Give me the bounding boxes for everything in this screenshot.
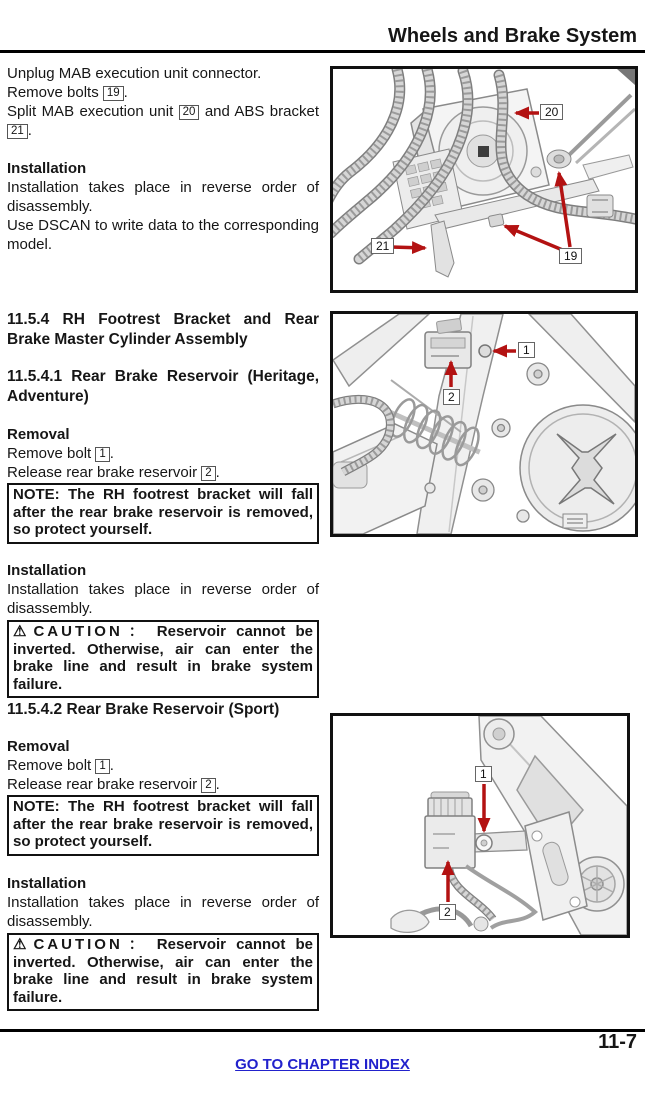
pump-center xyxy=(478,146,489,157)
callout-1: 1 xyxy=(475,766,492,782)
paragraph-mab-removal xyxy=(7,64,319,140)
page-title: Wheels and Brake System xyxy=(388,25,637,47)
removal-section-2 xyxy=(7,737,319,794)
callout-21: 21 xyxy=(371,238,394,254)
removal-line-1: Remove bolt xyxy=(7,445,96,462)
bolt-1-target xyxy=(479,345,491,357)
ref-box-20: 20 xyxy=(179,105,200,120)
removal-heading: Removal xyxy=(7,426,70,443)
reservoir-unit xyxy=(425,792,475,868)
removal-heading: Removal xyxy=(7,738,70,755)
footer-rule xyxy=(0,1029,645,1032)
ref-box-2: 2 xyxy=(201,778,215,793)
sentence-split-unit-mid: and ABS bracket xyxy=(199,103,319,120)
caution-label: CAUTION： xyxy=(33,936,153,953)
header-rule xyxy=(0,50,645,53)
removal-line-2-period: . xyxy=(215,776,220,793)
figure-reservoir-heritage xyxy=(330,311,638,537)
caution-text: Reservoir cannot be inverted. Otherwise, air can enter the brake line and result in brake system failure. xyxy=(13,623,313,693)
warning-icon: ⚠ xyxy=(13,936,33,953)
cable-connector xyxy=(587,195,613,217)
callout-2: 2 xyxy=(439,904,456,920)
frame-engine-line-art xyxy=(333,314,635,534)
ref-box-1: 1 xyxy=(95,447,109,462)
caution-box-2 xyxy=(7,933,319,1011)
callout-2: 2 xyxy=(443,389,460,405)
ref-box-1: 1 xyxy=(95,759,109,774)
caution-box-1 xyxy=(7,620,319,698)
figure-mab-execution-unit xyxy=(330,66,638,293)
sentence-unplug: Unplug MAB execution unit connector. xyxy=(7,65,262,82)
heading-11-5-4-1: 11.5.4.1 Rear Brake Reservoir (Heritage, Adventure) xyxy=(7,368,319,405)
caution-text: Reservoir cannot be inverted. Otherwise, air can enter the brake line and result in brake system failure. xyxy=(13,936,313,1006)
installation-heading: Installation xyxy=(7,562,87,579)
heading-11-5-4: 11.5.4 RH Footrest Bracket and Rear Brake Master Cylinder Assembly xyxy=(7,311,319,348)
caution-label: CAUTION： xyxy=(33,623,153,640)
callout-1: 1 xyxy=(518,342,535,358)
note-box-2: NOTE: The RH footrest bracket will fall after the rear brake reservoir is removed, so protect yourself. xyxy=(7,795,319,856)
arrow-to-21 xyxy=(391,247,425,248)
installation-heading: Installation xyxy=(7,160,87,177)
reservoir-sport-line-art xyxy=(333,716,627,935)
installation-body: Installation takes place in reverse order of disassembly. xyxy=(7,179,319,215)
removal-line-1-period: . xyxy=(109,445,114,462)
sentence-remove-bolts: Remove bolts xyxy=(7,84,103,101)
installation-heading: Installation xyxy=(7,875,87,892)
note-box-1: NOTE: The RH footrest bracket will fall after the rear brake reservoir is removed, so protect yourself. xyxy=(7,483,319,544)
installation-section-3 xyxy=(7,874,319,931)
arrow-19-b xyxy=(505,226,565,251)
corner-wedge xyxy=(617,69,635,85)
installation-body: Installation takes place in reverse order of disassembly. xyxy=(7,581,319,617)
callout-20: 20 xyxy=(540,104,563,120)
removal-line-1-period: . xyxy=(109,757,114,774)
removal-section-1 xyxy=(7,425,319,482)
brake-pipe xyxy=(569,95,631,155)
installation-body: Installation takes place in reverse order of disassembly. xyxy=(7,894,319,930)
installation-section-2 xyxy=(7,561,319,618)
callout-19: 19 xyxy=(559,248,582,264)
figure-reservoir-sport xyxy=(330,713,630,938)
removal-line-2: Release rear brake reservoir xyxy=(7,776,202,793)
sentence-split-unit-period: . xyxy=(27,122,32,139)
sentence-split-unit: Split MAB execution unit xyxy=(7,103,179,120)
chapter-index-link-wrap xyxy=(0,1056,645,1074)
ref-box-2: 2 xyxy=(201,466,215,481)
mab-unit-line-art xyxy=(333,69,635,290)
warning-icon: ⚠ xyxy=(13,623,33,640)
chapter-index-link[interactable]: GO TO CHAPTER INDEX xyxy=(235,1056,410,1073)
removal-line-2-period: . xyxy=(215,464,220,481)
part-label xyxy=(563,514,587,528)
heading-11-5-4-2: 11.5.4.2 Rear Brake Reservoir (Sport) xyxy=(7,701,280,718)
removal-line-2: Release rear brake reservoir xyxy=(7,464,202,481)
ref-box-21: 21 xyxy=(7,124,28,139)
bracket-tab xyxy=(431,221,454,277)
sentence-remove-bolts-period: . xyxy=(123,84,128,101)
installation-section-1 xyxy=(7,159,319,254)
frame-tube-left xyxy=(333,314,429,386)
ref-box-19: 19 xyxy=(103,86,124,101)
dscan-line: Use DSCAN to write data to the corresponding model. xyxy=(7,217,319,253)
removal-line-1: Remove bolt xyxy=(7,757,96,774)
abs-bracket-arm xyxy=(583,155,633,179)
bolt-19 xyxy=(488,214,504,228)
page-number: 11-7 xyxy=(598,1031,637,1053)
